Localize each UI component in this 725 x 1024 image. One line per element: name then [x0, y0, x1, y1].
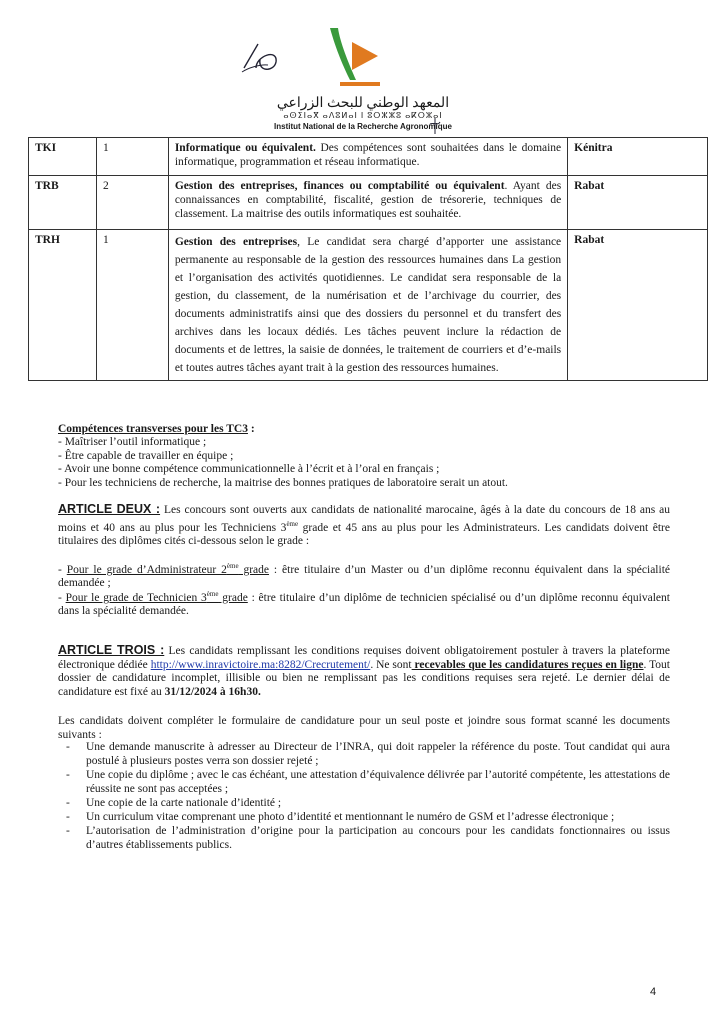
application-platform-link[interactable]: http://www.inravictoire.ma:8282/Crecrutement/: [150, 658, 371, 671]
post-count: 1: [96, 138, 168, 176]
table-row: [29, 176, 708, 230]
post-code: TRH: [29, 230, 97, 381]
institute-name-arabic: المعهد الوطني للبحث الزراعي: [276, 96, 450, 111]
article-trois-text: . Ne sont: [370, 658, 412, 671]
tech-grade-label-text: Pour le grade de Technicien 3: [65, 591, 207, 604]
institute-name-french: Institut National de la Recherche Agronomique: [274, 122, 452, 131]
admin-grade-label: [67, 564, 269, 576]
application-deadline: 31/12/2024 à 16h30.: [164, 685, 261, 698]
article-deux-paragraph: [58, 503, 670, 548]
article-trois-paragraph: [58, 644, 670, 699]
list-dash: -: [66, 825, 70, 837]
competences-title-suffix: :: [247, 423, 255, 435]
post-body: Des compétences sont souhaitées dans le domaine informatique, programmation et réseau informatique.: [174, 142, 562, 168]
list-item-text: L’autorisation de l’administration d’origine pour la participation au concours pour les candidats fonctionnaires ou issus d’autres établissements publics.: [86, 825, 670, 851]
post-description: [168, 230, 567, 381]
post-title: Informatique ou équivalent.: [174, 142, 316, 154]
documents-intro: Les candidats doivent compléter le formulaire de candidature pour un seul poste et joindre sous format scanné les documents suivants :: [58, 715, 670, 741]
list-item-text: Un curriculum vitae comprenant une photo d’identité et mentionnant le numéro de GSM et l’adresse électronique ;: [86, 811, 615, 823]
superscript: ème: [206, 590, 219, 598]
article-trois-text: Les candidats remplissant les conditions requises doivent obligatoirement postuler à travers la plateforme électronique dédiée: [58, 645, 671, 671]
required-documents-list: [58, 740, 670, 852]
post-code: TKI: [29, 138, 97, 176]
admin-grade-text: : être titulaire d’un Master ou d’un diplôme reconnu équivalent dans la spécialité demandée ;: [58, 563, 670, 590]
article-trois-text: . Tout dossier de candidature incomplet, illisible ou bien ne remplissant pas les conditions requises sera rejeté. Le dernier délai de candidature est fixé au: [58, 658, 671, 698]
post-description: [168, 138, 567, 176]
list-item: - Pour les techniciens de recherche, la maitrise des bonnes pratiques de laboratoire serait un atout.: [58, 476, 508, 489]
list-dash: -: [66, 811, 70, 823]
post-title: Gestion des entreprises: [174, 236, 298, 248]
page-number: 4: [650, 986, 657, 998]
list-dash: -: [58, 591, 66, 604]
competences-title: Compétences transverses pour les TC3: [58, 423, 248, 435]
list-item: - Maîtriser l’outil informatique ;: [58, 436, 207, 448]
inra-logo-icon: [322, 20, 392, 90]
list-item: [58, 824, 670, 852]
list-item-text: Une copie de la carte nationale d’identité ;: [86, 797, 282, 809]
online-only-notice: recevables que les candidatures reçues en ligne: [411, 658, 644, 671]
post-body: . Ayant des connaissances en comptabilité, fiscalité, gestion de trésorerie, techniques de classement. La maitrise des outils informatiques est souhaitée.: [174, 180, 562, 220]
post-count: 1: [96, 230, 168, 381]
post-count: 2: [96, 176, 168, 230]
post-code: TRB: [29, 176, 97, 230]
list-item: - Avoir une bonne compétence communicationnelle à l’écrit et à l’oral en français ;: [58, 463, 440, 475]
letterhead: [0, 0, 725, 140]
handwritten-mark: [238, 38, 286, 78]
table-row: [29, 230, 708, 381]
tech-grade-text: : être titulaire d’un diplôme de technicien spécialisé ou d’un diplôme reconnu équivalent dans la spécialité demandée.: [58, 591, 670, 618]
list-dash: -: [66, 797, 70, 809]
positions-table: [28, 137, 708, 381]
list-item: [58, 796, 670, 810]
tech-grade-label-end: grade: [218, 591, 248, 604]
list-dash: -: [58, 563, 67, 576]
handwritten-initial: [428, 116, 442, 136]
table-row: [29, 138, 708, 176]
article-deux-label: ARTICLE DEUX :: [58, 502, 161, 516]
article-deux-text: Les concours sont ouverts aux candidats de nationalité marocaine, âgés à la date du concours de 18 ans au moins et 40 ans au plus pour les Techniciens 3: [58, 504, 671, 534]
superscript: ème: [286, 519, 299, 528]
post-city: Kénitra: [568, 138, 708, 176]
list-item-text: Une copie du diplôme ; avec le cas échéant, une attestation d’équivalence délivrée par l’autorité compétente, les attestations de réussite ne sont pas acceptées ;: [86, 769, 670, 795]
post-title: Gestion des entreprises, finances ou comptabilité ou équivalent: [174, 180, 505, 192]
post-body: , Le candidat sera chargé d’apporter une assistance permanente au responsable de la gestion des ressources humaines dans La gestion et l’organisation des activités quotidiennes. Le candidat sera responsable de la gestion, du classement, de la numérisation et de l’archivage du courrier, des documents administratifs ainsi que des dossiers du personnel et du transfert des archives dans les locaux dédiés. Les tâches peuvent inclure la rédaction de documents et de lettres, la saisie de données, le traitement de courriers et d’e-mails et toutes autres tâches ayant trait à la gestion des ressources humaines.: [174, 236, 562, 374]
list-item: [58, 768, 670, 796]
admin-grade-requirement: [58, 560, 670, 591]
superscript: ème: [226, 562, 239, 570]
article-trois-label: ARTICLE TROIS :: [58, 643, 165, 657]
institute-name-tifinagh: ⴰⵙⵉⵏⴰⴳ ⴰⴷⵓⵍⴰⵏ ⵏ ⵓⵔⵣⵣⵓ ⴰⴽⵔⵣⴰⵏ: [283, 111, 443, 120]
competences-list: [58, 436, 670, 490]
post-city: Rabat: [568, 230, 708, 381]
list-dash: -: [66, 769, 70, 781]
list-item: - Être capable de travailler en équipe ;: [58, 449, 234, 462]
tech-grade-requirement: [58, 588, 670, 619]
list-item-text: Une demande manuscrite à adresser au Directeur de l’INRA, qui doit rappeler la référence du poste. Tout candidat qui aura postulé à plusieurs postes verra son dossier rejeté ;: [86, 741, 670, 767]
article-deux-text: grade et 45 ans au plus pour les Administrateurs. Les candidats doivent être titulaires des diplômes cités ci-dessous selon le grade :: [58, 521, 670, 547]
list-item: [58, 740, 670, 768]
list-dash: -: [66, 741, 70, 753]
competences-heading: [58, 422, 670, 436]
list-item: [58, 810, 670, 824]
admin-grade-label-end: grade: [238, 563, 270, 576]
tech-grade-label: [66, 592, 248, 604]
admin-grade-label-text: Pour le grade d’Administrateur 2: [66, 563, 227, 576]
post-city: Rabat: [568, 176, 708, 230]
post-description: [168, 176, 567, 230]
